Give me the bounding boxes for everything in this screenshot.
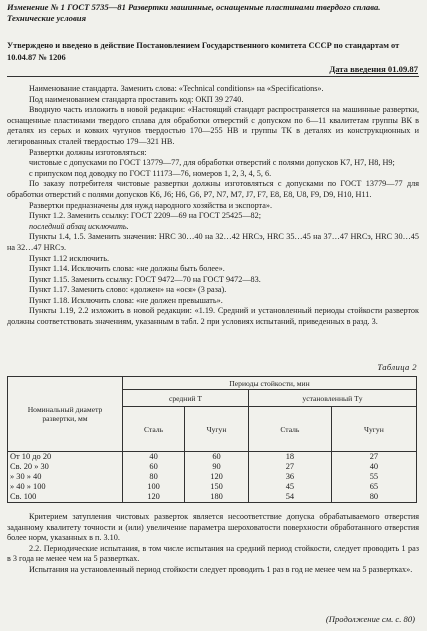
table-row: » 30 » 40 80 120 36 55 — [8, 472, 417, 482]
table-row: » 40 » 100 100 150 45 65 — [8, 482, 417, 492]
paragraph: Пункт 1.15. Заменить ссылку: ГОСТ 9472—70 на ГОСТ 9472—83. — [29, 274, 261, 284]
paragraph: 2.2. Периодические испытания, в том числе испытания на средний период стойкости, следует проводить 1 раз в 3 года не менее чем на 5 развертках. — [7, 543, 419, 564]
paragraph: Пункт 1.12 исключить. — [29, 253, 109, 263]
paragraph: Под наименованием стандарта проставить код: ОКП 39 2740. — [29, 94, 244, 104]
divider — [7, 76, 419, 77]
paragraph: чистовые с допусками по ГОСТ 13779—77, для обработки отверстий с полями допусков K7, H7, H8, H9; — [29, 158, 395, 168]
amendment-title: Изменение № 1 ГОСТ 5735—81 Развертки машинные, оснащенные пластинами твердого сплава. Технические условия — [7, 2, 381, 23]
durability-table — [7, 376, 417, 503]
paragraph: Пункт 1.17. Заменить слово: «должен» на «ося» (3 раза). — [29, 285, 227, 295]
col-iron: Чугун — [331, 407, 416, 452]
paragraph: Пункт 1.18. Исключить слова: «не должен превышать». — [29, 295, 223, 305]
main-text — [7, 84, 419, 328]
paragraph: Наименование стандарта. Заменить слова: «Technical conditions» на «Specifications». — [29, 84, 324, 93]
sub-header-established: установленный Tу — [248, 390, 416, 407]
column-header-diameter: Номинальный диаметр развертки, мм — [8, 377, 123, 452]
paragraph: Развертки предназначены для нужд народного хозяйства и экспорта». — [29, 200, 273, 210]
paragraph: Вводную часть изложить в новой редакции: «Настоящий стандарт распространяется на машинные развертки, оснащенные пластинами твердого сплава для обработки отверстий с допуском по 6—11 квалитетам группы ВК в деталях из серых и ковких чугунов твердостью 170—255 НВ и группы ТК в деталях из конструкционных и легированных сталей твердостью 179—321 НВ. — [7, 105, 419, 146]
continuation-note: (Продолжение см. с. 80) — [325, 614, 415, 624]
paragraph: Пункты 1.19, 2.2 изложить в новой редакции: «1.19. Средний и установленный периоды стойкости разверток должны соответствовать значениям, указанным в табл. 2 при условиях испытаний, приведенных в разд. 3. — [7, 306, 419, 327]
col-steel: Сталь — [248, 407, 331, 452]
paragraph: Пункт 1.14. Исключить слова: «не должны быть более». — [29, 264, 225, 274]
table-row: Св. 20 » 30 60 90 27 40 — [8, 462, 417, 472]
text-after-table — [7, 512, 419, 576]
approval-line: Утверждено и введено в действие Постановлением Государственного комитета СССР по стандартам от 10.04.87 № 1206 — [7, 41, 400, 62]
paragraph: Пункт 1.2. Заменить ссылку: ГОСТ 2209—69 на ГОСТ 25425—82; — [29, 211, 261, 221]
table-row: От 10 до 20 40 60 18 27 — [8, 452, 417, 463]
col-steel: Сталь — [123, 407, 185, 452]
effective-date: Дата введения 01.09.87 — [329, 64, 418, 74]
group-header: Периоды стойкости, мин — [123, 377, 417, 390]
paragraph: Пункты 1.4, 1.5. Заменить значения: HRC 30…40 на 32…42 HRCэ, HRC 35…45 на 37…47 HRCэ, HRC 30…45 на 32…47 HRCэ. — [7, 232, 419, 252]
paragraph: Развертки должны изготовляться: — [29, 147, 147, 157]
paragraph: с припуском под доводку по ГОСТ 11173—76, номеров 1, 2, 3, 4, 5, 6. — [29, 168, 272, 178]
paragraph: последний абзац исключить. — [29, 221, 129, 231]
paragraph: Критерием затупления чистовых разверток является несоответствие допуска обрабатываемого отверстия заданному квалитету точности и (или) увеличение параметра шероховатости поверхности обработанного отверстия более норм, указанных в п. 3.10. — [7, 512, 419, 543]
table-row: Св. 100 120 180 54 80 — [8, 492, 417, 503]
sub-header-average: средний T — [123, 390, 249, 407]
paragraph: По заказу потребителя чистовые развертки должны изготовляться с допусками по ГОСТ 13779—77 для обработки отверстий с полями допусков K6, J6; H6, G6, P7, N7, M7, J7, F7, E8, E8, U8, F9, D9, H10, H11. — [7, 179, 419, 199]
col-iron: Чугун — [185, 407, 249, 452]
paragraph: Испытания на установленный период стойкости следует проводить 1 раз в год не менее чем на 5 развертках». — [29, 564, 413, 574]
table-caption: Таблица 2 — [377, 362, 417, 372]
